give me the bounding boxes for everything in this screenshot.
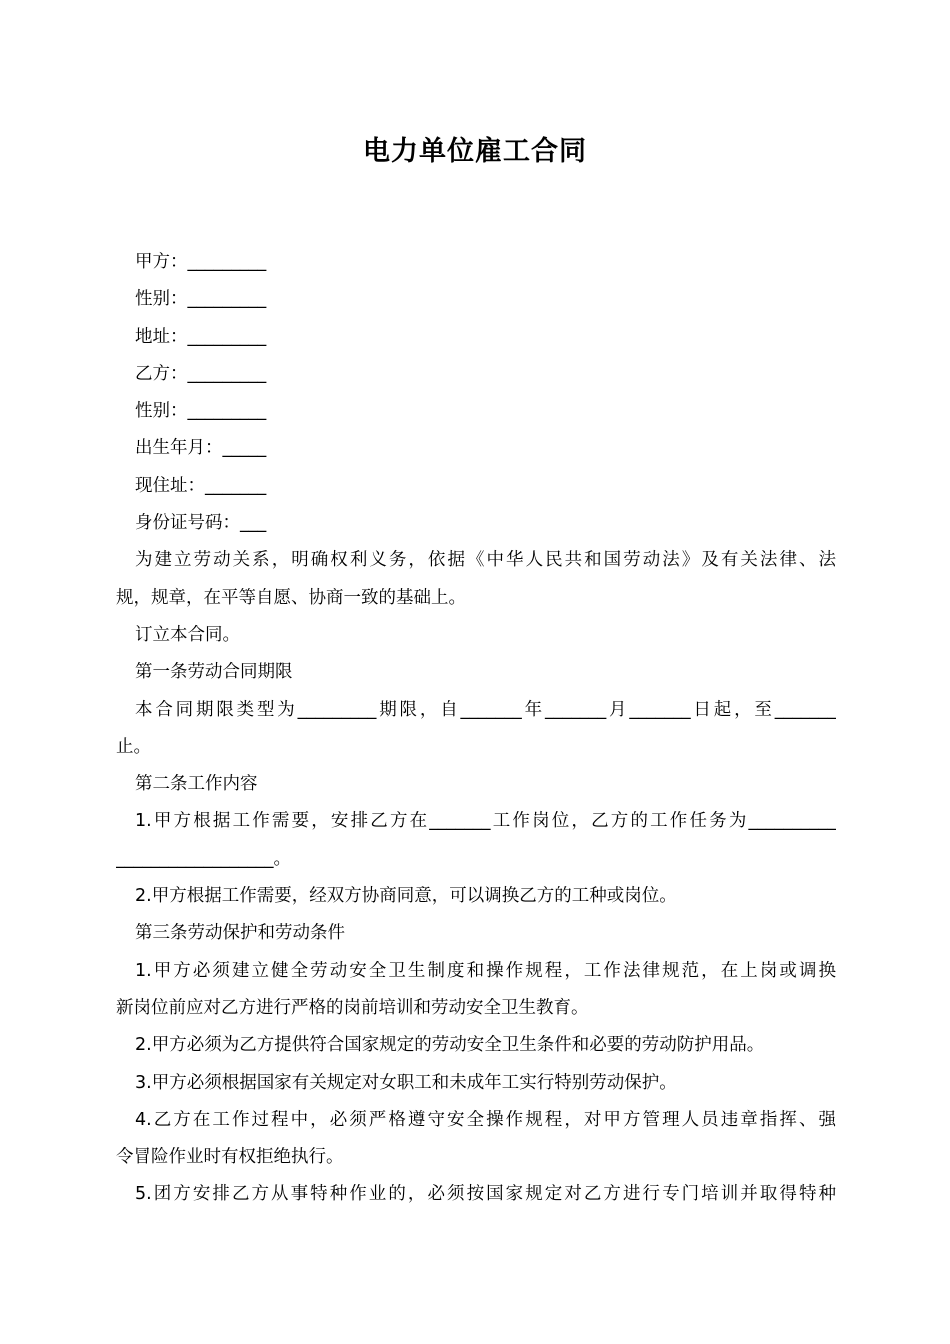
- article-heading: 第三条劳动保护和劳动条件: [135, 923, 345, 944]
- article-text-line: 令冒险作业时有权拒绝执行。: [116, 1147, 344, 1168]
- party-a-line: 甲方：_________: [135, 252, 267, 272]
- preamble-line: 为建立劳动关系，明确权利义务，依据《中华人民共和国劳动法》及有关法律、法: [135, 550, 836, 571]
- party-b-gender-line: 性别：_________: [135, 401, 267, 422]
- party-b-birth-line: 出生年月：_____: [135, 438, 267, 459]
- article-text-line: 1.甲方必须建立健全劳动安全卫生制度和操作规程，工作法律规范，在上岗或调换: [135, 960, 836, 981]
- party-b-address-line: 现住址：_______: [135, 475, 267, 496]
- party-b-line: 乙方：_________: [135, 363, 267, 384]
- article-heading: 第一条劳动合同期限: [135, 662, 293, 683]
- article-text-line: 2.甲方根据工作需要，经双方协商同意，可以调换乙方的工种或岗位。: [135, 886, 677, 907]
- party-a-gender-line: 性别：_________: [135, 289, 267, 310]
- document-title: 电力单位雇工合同: [363, 136, 587, 167]
- article-heading: 第二条工作内容: [135, 774, 258, 795]
- preamble-line: 订立本合同。: [135, 624, 240, 645]
- article-text-line: 5.团方安排乙方从事特种作业的，必须按国家规定对乙方进行专门培训并取得特种: [135, 1184, 836, 1205]
- article-text-line: 4.乙方在工作过程中，必须严格遵守安全操作规程，对甲方管理人员违章指挥、强: [135, 1109, 836, 1130]
- article-text-line: 3.甲方必须根据国家有关规定对女职工和未成年工实行特别劳动保护。: [135, 1072, 677, 1093]
- article-text-line: 新岗位前应对乙方进行严格的岗前培训和劳动安全卫生教育。: [116, 997, 589, 1018]
- article-text-line: 1.甲方根据工作需要，安排乙方在_______工作岗位，乙方的工作任务为__________: [135, 811, 836, 832]
- party-a-address-line: 地址：_________: [135, 326, 267, 347]
- party-b-id-line: 身份证号码：___: [135, 513, 267, 534]
- article-text-line: 2.甲方必须为乙方提供符合国家规定的劳动安全卫生条件和必要的劳动防护用品。: [135, 1035, 765, 1056]
- preamble-line: 规，规章，在平等自愿、协商一致的基础上。: [116, 587, 466, 608]
- article-text-line: __________________。: [116, 848, 291, 869]
- article-text-line: 止。: [116, 736, 151, 757]
- article-text-line: 本合同期限类型为_________期限，自_______年_______月_______日起，至_______: [135, 699, 836, 720]
- document-body: [116, 244, 836, 1214]
